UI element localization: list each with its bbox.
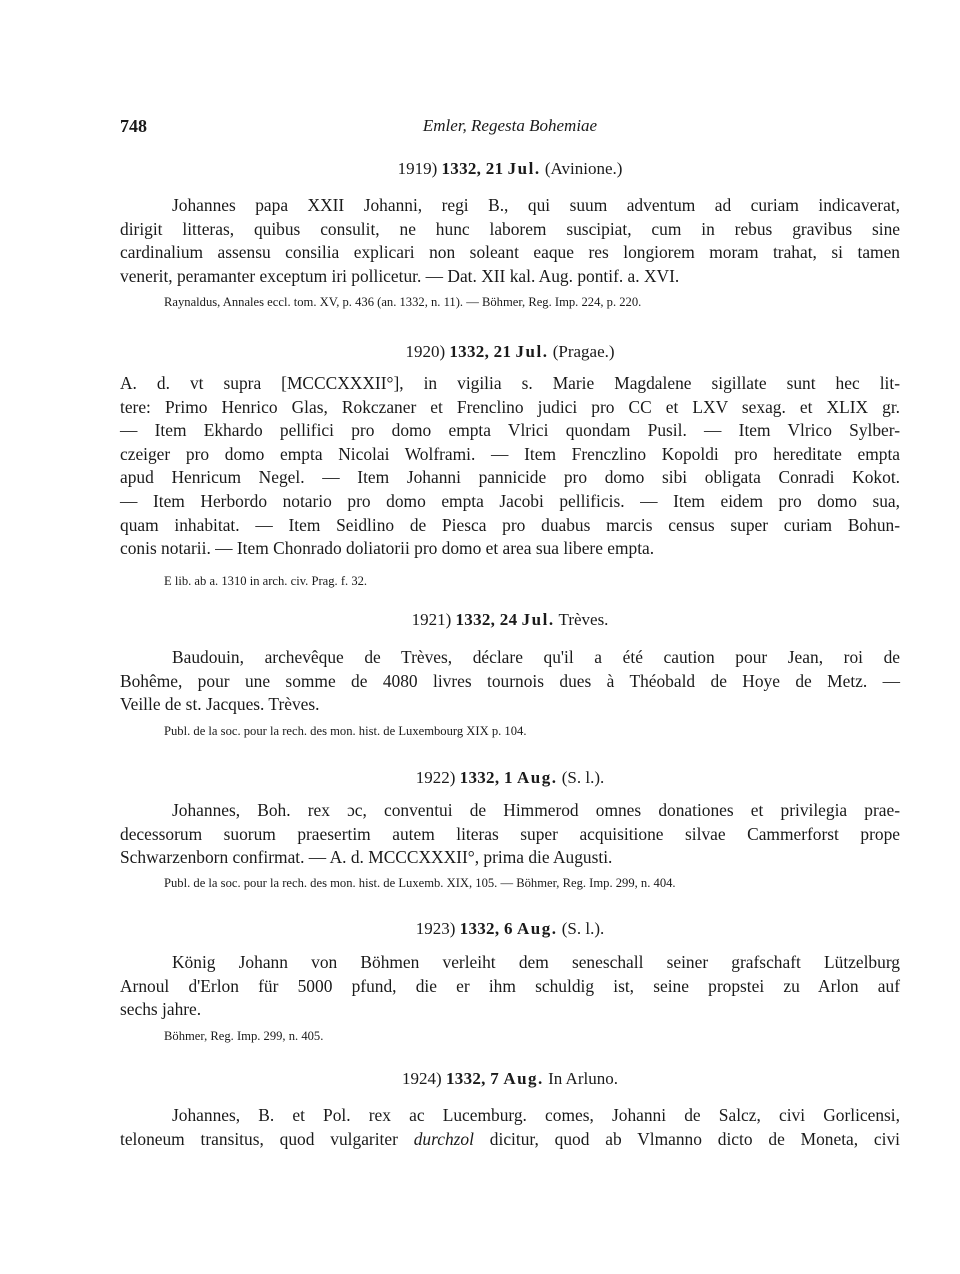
page-number: 748 xyxy=(120,116,147,136)
text-line: conis notarii. — Item Chonrado doliatorii pro domo et area sua libere empta. xyxy=(120,538,655,559)
text-segment: dicitur, quod ab Vlmanno dicto de Moneta, civi xyxy=(473,1128,901,1149)
entry-date: 1332, 24 xyxy=(455,610,518,629)
text-line: tere: Primo Henrico Glas, Rokczaner et Frenclino judici pro CC et LXV sexag. et XLIX gr. xyxy=(120,396,900,417)
text-line: A. d. vt supra [MCCCXXXII°], in vigilia s. Marie Magdalene sigillate sunt hec lit- xyxy=(120,373,900,393)
entry-heading xyxy=(120,341,900,363)
entry-text xyxy=(120,951,900,1022)
text-line: apud Henricum Negel. — Item Johanni pannicide pro domo sibi obligata Conradi Kokot. xyxy=(120,467,900,488)
entry-month: Aug. xyxy=(503,1069,544,1088)
entry-number: 1919) xyxy=(397,159,438,178)
text-line: quam inhabitat. — Item Seidlino de Piesca pro duabus marcis census super curiam Bohun- xyxy=(120,514,900,535)
text-line: cardinalium assensu consilia explicari non soleant eaque res longiorem moram trahat, si tamen xyxy=(120,242,900,263)
entry-place: (Avinione.) xyxy=(544,159,623,178)
entry-heading xyxy=(120,767,900,789)
text-line: sechs jahre. xyxy=(120,999,202,1020)
entry-number: 1920) xyxy=(405,342,446,361)
text-line: Johannes, B. et Pol. rex ac Lucemburg. comes, Johanni de Salcz, civi Gorlicensi, xyxy=(172,1105,900,1125)
entry-number: 1924) xyxy=(402,1069,442,1088)
entry-date: 1332, 7 xyxy=(445,1069,500,1088)
text-line: dirigit litteras, quibus consulit, ne hunc laborem suscipiat, cum in rebus gravibus sine xyxy=(120,218,900,239)
entry-text xyxy=(120,372,900,561)
text-line: Arnoul d'Erlon für 5000 pfund, die er ihm schuldig ist, seine propstei zu Arlon auf xyxy=(120,975,900,996)
text-line: Schwarzenborn confirmat. — A. d. MCCCXXXII°, prima die Augusti. xyxy=(120,847,613,868)
entry-text xyxy=(120,1104,900,1151)
entry-place: (S. l.). xyxy=(561,919,605,938)
text-line: — Item Ekhardo pellifici pro domo empta Vlrici quondam Pusil. — Item Vlrico Sylber- xyxy=(120,420,900,441)
entry-month: Jul. xyxy=(521,610,555,629)
source-note: Publ. de la soc. pour la rech. des mon. hist. de Luxemb. XIX, 105. — Böhmer, Reg. Imp. 299, n. 404. xyxy=(164,876,676,890)
emphasized-word: durchzol xyxy=(413,1128,474,1149)
text-line: czeiger pro domo empta Nicolai Wolframi. — Item Frenczlino Kopoldi pro hereditate empta xyxy=(120,443,900,464)
entry-heading xyxy=(120,158,900,180)
entry-place: In Arluno. xyxy=(548,1069,618,1088)
entry-text xyxy=(120,799,900,870)
source-note: E lib. ab a. 1310 in arch. civ. Prag. f. 32. xyxy=(164,574,368,588)
source-note: Raynaldus, Annales eccl. tom. XV, p. 436 (an. 1332, n. 11). — Böhmer, Reg. Imp. 224, p. 220. xyxy=(164,295,642,309)
running-title: Emler, Regesta Bohemiae xyxy=(422,116,598,135)
entry-heading xyxy=(120,609,900,631)
entry-place: (Pragae.) xyxy=(552,342,615,361)
source-note: Böhmer, Reg. Imp. 299, n. 405. xyxy=(164,1029,324,1043)
text-line: Johannes papa XXII Johanni, regi B., qui suum adventum ad curiam indicaverat, xyxy=(172,195,900,215)
entry-number: 1921) xyxy=(411,610,452,629)
text-line: Veille de st. Jacques. Trèves. xyxy=(120,694,320,715)
entry-place: (S. l.). xyxy=(561,768,605,787)
entry-date: 1332, 21 xyxy=(441,159,504,178)
text-line: Johannes, Boh. rex ɔc, conventui de Himmerod omnes donationes et privilegia prae- xyxy=(172,800,900,820)
text-line: Bohême, pour une somme de 4080 livres tournois dues à Théobald de Hoye de Metz. — xyxy=(120,670,900,691)
entry-heading xyxy=(120,918,900,940)
entry-date: 1332, 21 xyxy=(449,342,512,361)
entry-date: 1332, 6 xyxy=(459,919,513,938)
entry-month: Jul. xyxy=(515,342,549,361)
entry-place: Trèves. xyxy=(558,610,609,629)
text-line: decessorum suorum praesertim autem literas super acquisitione silvae Cammerforst prope xyxy=(120,823,900,844)
entry-text xyxy=(120,646,900,717)
text-line: — Item Herbordo notario pro domo empta Jacobi pellificis. — Item eidem pro domo sua, xyxy=(120,490,900,511)
text-line: venerit, peramanter exceptum iri pollicetur. — Dat. XII kal. Aug. pontif. a. XVI. xyxy=(120,265,680,286)
entry-month: Aug. xyxy=(517,919,558,938)
entry-month: Jul. xyxy=(507,159,541,178)
source-note: Publ. de la soc. pour la rech. des mon. hist. de Luxembourg XIX p. 104. xyxy=(164,724,527,738)
entry-heading xyxy=(120,1068,900,1090)
entry-month: Aug. xyxy=(517,768,558,787)
text-line xyxy=(120,1128,900,1152)
entry-number: 1923) xyxy=(415,919,456,938)
entry-date: 1332, 1 xyxy=(459,768,513,787)
text-line: König Johann von Böhmen verleiht dem seneschall seiner grafschaft Lützelburg xyxy=(172,952,900,972)
text-line: Baudouin, archevêque de Trèves, déclare qu'il a été caution pour Jean, roi de xyxy=(172,647,900,667)
entry-number: 1922) xyxy=(415,768,456,787)
text-segment: teloneum transitus, quod vulgariter xyxy=(120,1128,414,1149)
entry-text xyxy=(120,194,900,288)
running-head xyxy=(120,116,900,140)
